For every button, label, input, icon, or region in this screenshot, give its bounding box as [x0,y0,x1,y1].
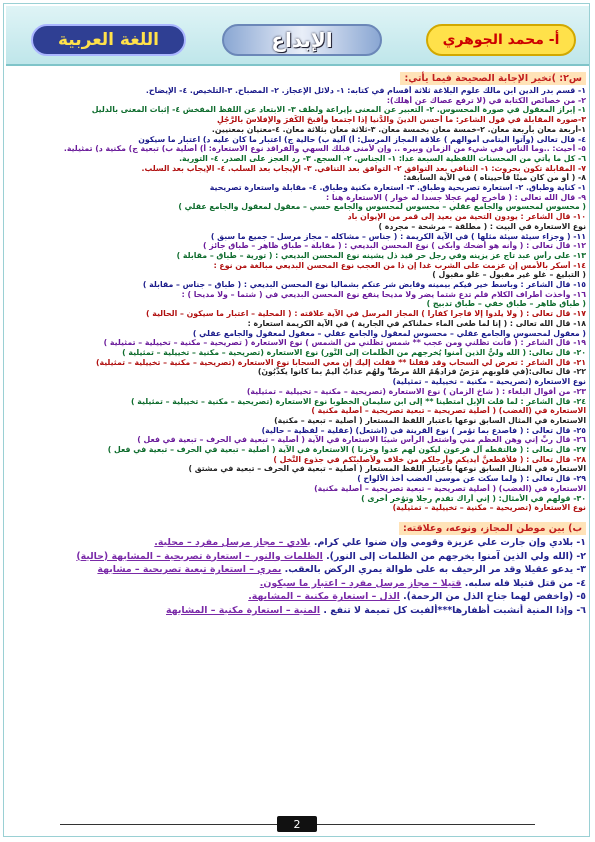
question-line: ١- كناية وطباق. ٢- استعارة تصريحية وطباق. ٣- استعارة مكنية وطباق. ٤- مقابلة واستعارة تصريحية [209,183,586,193]
question-line: ١٠- قال الشاعر : يودون التحية من بعيد إلى قمر من الإيوان باد [347,212,586,222]
question-line: ٥- أحيث: ..وما الناس في شيء من الزمان وبيره .. وإن لأمنى قبلك السهي والفراقد نوع الاستعارة: أ) أصلية ب) تبعية ج) مكنية د) تمثيلية. [63,144,586,154]
question-line: الاستعارة في المثال السابق نوعها باعتبار اللفظ المستعار ( أصلية – تبعية – مكنية) [274,415,586,425]
question-line: الاستعارة في (الغضب) ( أصلية تصريحية – تبعية تصريحية – أصلية مكنية ) [311,406,586,416]
question-line: ٣-صورة المقابلة في قول الشاعر: ما أحسن الدينَ والدُّنيا إذا اجتمعا وأقبحَ الكُفرَ والإفلاسَ بالرَّجُلِ [217,115,586,125]
metaphor-text: ٤- من قتل قتيلا فله سلبه. [461,577,586,589]
question-line: ١٧- قال تعالى : ( ولا يلدوا إلا فاجرا كفارا ) المجاز المرسل في الآية علاقته : ( المحلية – اعتبار ما سيكون – الحالية ) [145,309,586,319]
section-title: الإبداع [222,24,382,56]
question-line: ١٨- قال الله تعالى : ( إنا لما طغى الماء حملناكم في الجارية ) في الآية الكريمة استعارة : [247,318,586,328]
question-line: ٢٦- قال ربِّ إني وهن العظم مني واشتعل الرأس شيبًا الاستعارة في الآية ( أصلية – تبعية في الحرف – تبعية في فعل ) [137,435,586,445]
question-line: ١٢- قال تعالى : ( وأنه هو أضحك وأبكى ) نوع المحسن البديعي : ( مقابلة – طباق ظاهر – طباق جائز ) [202,241,586,251]
part1-heading: س٢: )تخير الإجابة الصحيحة فيما يأتي: [400,72,586,85]
question-line: ١-أربعة معان بأربعة معان. ٢-خمسة معان بخمسة معان. ٣-ثلاثة معان بثلاثة معان. ٤-معنيان بمعنيين. [211,124,586,134]
question-line: ١١- ( وجزاء سيئة سيئة مثلها ) في الآية الكريمة : ( جناس – مشاكله – مجاز مرسل – جميع ما سبق ) [210,231,586,241]
question-line: ( معقول لمحسوس والجامع عقلي – محسوس لمعقول والجامع عقلي – معقول لمعقول والجامع عقلي ) [192,328,586,338]
author-name: أ- محمد الجوهري [426,24,576,56]
metaphor-answer: المنية – استعارة مكنية – المشابهة [166,604,321,616]
part2-question-list [8,536,586,618]
question-line: ٢١- قال الشاعر : تعرض لي السحاب وقد قفلنا ** فقلت إليك إن معي السحابا نوع الاستعارة (تصريحية – مكنية – تخييلية – تمثيلية) [95,357,586,367]
question-line: ٣٠- قولهم في الأمثال: ( إني أراك تقدم رجلا وتؤخر أخرى ) [361,493,586,503]
metaphor-text: ٦- وإذا المنية أنشبت أظفارها***ألفيت كل تميمة لا تنفع . [320,604,586,616]
subject-title: اللغة العربية [31,24,186,56]
question-line: ( طباق ظاهر – طباق خفي – طباق تدبيج ) [426,299,586,309]
metaphor-text: ٥- (واخفض لهما جناح الذل من الرحمة). [399,591,586,603]
question-line: ٢٩- قال تعالى : ( ولما سكت عن موسى الغضب أخذ الألواح ) [357,474,586,484]
question-line: ١٤- أسكر بالأمس إن عزمت على الشرب غدا إن ذا من العجب نوع المحسن البديعي مبالغة من نوع : [213,260,586,270]
question-line: ٧- المقابلة تكون بحروث: ١- التنافي بعد التوافق ٢- التوافق بعد التنافي. ٣- الإيجاب بعد السلب. ٤- الإيجاب بعد السلب. [141,163,586,173]
page-header [6,6,589,66]
question-line: ٢٠- قال تعالى: ( الله وليُّ الذين آمنوا يُخرجهم من الظُّلمات إلى النُّور) نوع الاستعارة (تصريحية – مكنية – تخييلية – تمثيلية ) [122,347,586,357]
question-line: ٨- ( أو من كان ميتًا فأحييناه ) في الآية السابقة: [403,173,586,183]
metaphor-text: ٢- (الله ولي الذين آمنوا يخرجهم من الظلمات إلى النور). [322,550,586,562]
metaphor-answer: الذل – استعارة مكنية – المشابهة. [248,591,400,603]
question-line: نوع الاستعارة (تصريحية – مكنية – تخييلية – تمثيلية) [392,377,586,387]
question-line: ٩- قال الله تعالى : ( فأخرج لهم عجلا جسدا له خوار ) الاستعارة هنا : [326,192,586,202]
question-line: ١- إبراز المعقول في صورة المحسوس. ٢- التعبير عن المعنى بإيراعة ولطف ٣- الابتعاد عن اللفظ المفخش ٤- إثبات المعنى بالدليل [91,105,586,115]
part1-question-list [8,86,586,513]
metaphor-text: ١- بلادي وإن جارت علي عزيزة وقومي وإن ضنوا علي كرام. [310,536,586,548]
question-line: الاستعارة في المثال السابق نوعها باعتبار اللفظ المستعار ( أصلية – تبعية في الحرف – تبعية في مشتق ) [188,464,586,474]
metaphor-line [8,536,586,550]
metaphor-answer: بلادي – مجاز مرسل مفرد – محلية. [154,536,311,548]
metaphor-line [8,563,586,577]
worksheet-content [8,66,586,618]
question-line: ٢٢- قال تعالى:(في قلوبهم مَرَضٌ فزادهُمُ اللهُ مرضًا ۖ ولهُم عذابٌ أليمٌ بما كانوا يكذّبُونَ) [257,367,586,377]
metaphor-line [8,577,586,591]
question-line: ١٣- على رأس عبد تاج عز يزينه وفي رجل حر قيد ذل يشينه نوع المحسن البديعي : ( تورية – طباق – مقابلة ) [176,250,586,260]
question-line: ٢٥- قال تعالى : ( فاصدع بما تؤمر ) نوع القرينة في (اشتعل) (عقلية – لفظية – حالية) [261,425,586,435]
question-line: ٢٤- قال الشاعر : لما قلت الإبل امتطينا ** إلى ابن سليمان الخطوبا نوع الاستعارة (تصريحية – مكنية – تخييلية – تمثيلية ) [131,396,586,406]
question-line: نوع الاستعارة في البيت : ( مطلقة – مرشحة – مجردة ) [378,221,586,231]
question-line: ١- قسم بدر الدين ابن مالك علوم البلاغة ثلاثة أقسام في كتابه: ١- دلائل الإعجاز. ٢- المصباح. ٣-التلخيص. ٤- الإيضاح. [145,86,586,95]
metaphor-answer: الظلمات والنور – استعارة تصريحية – المشابهة (حالية) [76,550,323,562]
question-line: ٢- من خصائص الكتابة في (لا ترفع عصاك عن أهلك): [386,95,586,105]
question-line: الاستعارة في (الغضب) ( أصلية تصريحية – تبعية تصريحية – أصلية مكنية) [314,483,586,493]
question-line: ( محسوس لمحسوس والجامع عقلي – محسوس لمحسوس والجامع حسي – معقول لمعقول والجامع عقلي ) [178,202,586,212]
metaphor-answer: يمري – استعارة تبعية تصريحية – مشابهة [97,564,282,576]
metaphor-text: ٣- يدعو عقيلا وقد مر الرحيف به على طوالة يمري الركض بالعقب. [281,564,586,576]
metaphor-line [8,590,586,604]
question-line: ١٦- وأخذت أطراف الكلام فلم تدع شتما يضر ولا مديحا ينفع نوع المحسن البديعي في ( شتما – ولا مديحا ) : [181,289,586,299]
question-line: ٦- كل ما يأتي من المحسنات اللفظية السبعة عدا: ١- الجناس. ٢- السجع. ٣- رد العجز على الصدر. ٤- التورية. [179,153,586,163]
question-line: ٤- قال تعالى (وآتوا اليتامى أموالهم ) علاقة المجاز المرسل: أ) آلية ب) حالية ج) اعتبار ما كان عليه د) اعتبار ما سيكون [138,134,586,144]
metaphor-line [8,550,586,564]
question-line: ١٥- قال الشاعر : وباسط خير فيكم بيمينه وقابض شر عنكم بشماليا نوع المحسن البديعي : ( طباق – جناس – مقابلة ) [142,280,586,290]
question-line: ٢٨- قال تعالى : ( فلأقطعنَّ أيديكم وأرجلكم من خلاف ولأصلبنّكم في جذوع النَّخل ) [273,454,586,464]
part2-heading: ب) بين موطن المجاز، ونوعه، وعلاقته: [399,522,586,535]
question-line: ١٩- قال الشاعر : ( فأنت تظلني ومن عجب ** شمس تظلني من الشمس ) نوع الاستعارة ( تصريحية – مكنية – تخييلية – تمثيلية ) [103,338,586,348]
metaphor-answer: قتيلا – مجاز مرسل مفرد – اعتبار ما سيكون. [259,577,462,589]
question-line: ( التبليغ – غلو غير مقبول – غلو مقبول ) [432,270,586,280]
question-line: ٢٣- من أقوال البلغاء : ( شاخ الزمان ) نوع الاستعارة (تصريحية – مكنية – تخييلية – تمثيلية) [246,386,586,396]
question-line: نوع الاستعارة (تصريحية – مكنية – تخييلية – تمثيلية) [392,503,586,513]
page-number: 2 [277,816,317,832]
question-line: ٢٧- قال تعالى : ( فالتقطه آل فرعون ليكون لهم عدوا وحزنا ) الاستعارة في الآية ( أصلية – تبعية في الحرف – تبعية في فعل ) [107,445,586,455]
metaphor-line [8,604,586,618]
